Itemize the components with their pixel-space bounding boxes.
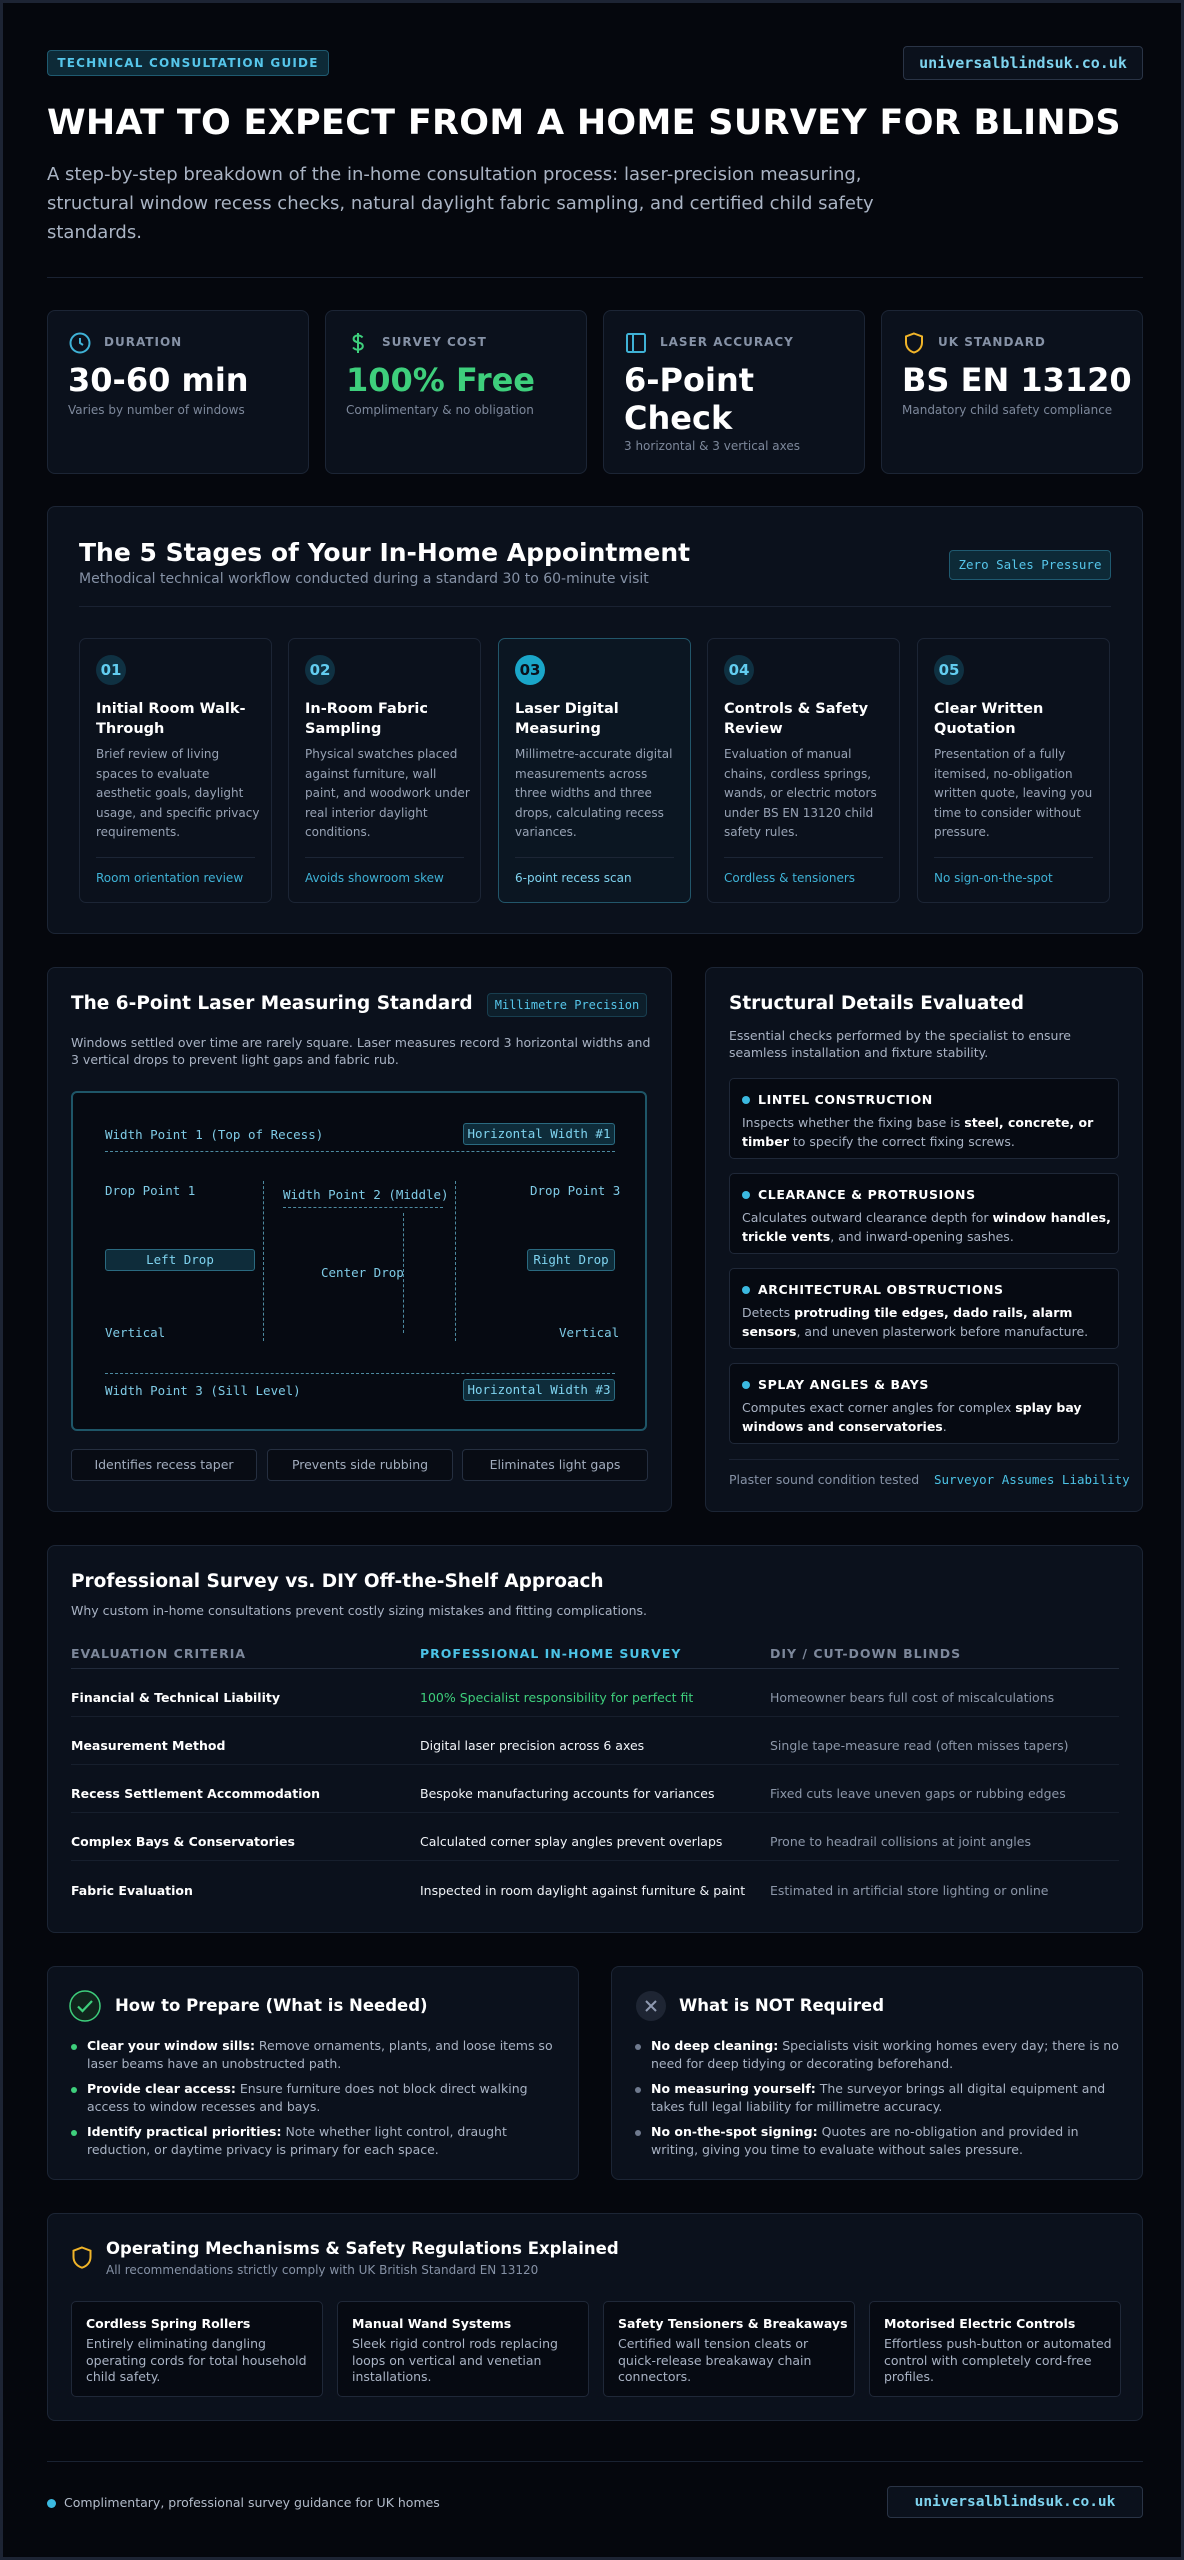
table-cell-criteria: Recess Settlement Accommodation [71,1786,320,1801]
stage-number: 04 [724,655,754,685]
structural-item [729,1268,1119,1349]
stage-title: Controls & Safety Review [724,701,869,737]
stat-note: Mandatory child safety compliance [902,403,1113,417]
table-cell-criteria: Complex Bays & Conservatories [71,1834,295,1849]
divider [96,857,255,858]
structural-title: Structural Details Evaluated [729,993,1025,1014]
stage-description: Physical swatches placed against furniture, wall paint, and woodwork under real interior daylight conditions. [305,747,470,839]
mechanism-description: Effortless push-button or automated control with completely cord-free profiles. [884,2336,1112,2384]
width-point-2-label: Width Point 2 (Middle) [283,1187,449,1202]
horizontal-width-3-tag: Horizontal Width #3 [463,1379,615,1401]
stage-card [79,638,272,903]
bullet-dot [742,1191,750,1199]
footer-url-link[interactable]: universalblindsuk.co.uk [887,2486,1143,2518]
vertical-label-right: Vertical [559,1325,620,1340]
center-drop-label: Center Drop [321,1265,404,1280]
stage-description: Brief review of living spaces to evaluate aesthetic goals, daylight usage, and specific privacy requirements. [96,747,260,839]
divider [71,1716,1119,1717]
plaster-note: Plaster sound condition tested [729,1472,920,1487]
structural-item-title: LINTEL CONSTRUCTION [758,1092,933,1107]
shield-icon [71,2246,93,2270]
mechanism-description: Entirely eliminating dangling operating cords for total household child safety. [86,2336,307,2384]
benefit-chip: Prevents side rubbing [267,1449,453,1481]
structural-item-title: SPLAY ANGLES & BAYS [758,1377,929,1392]
mechanism-card [71,2301,323,2397]
stat-note: Varies by number of windows [68,403,245,417]
zero-pressure-badge: Zero Sales Pressure [949,550,1111,580]
bullet-dot [742,1381,750,1389]
drop-line-left [263,1181,264,1341]
stat-note: Complimentary & no obligation [346,403,534,417]
prepare-item: Identify practical priorities: Note whether light control, draught reduction, or daytime privacy is primary for each space. [87,2124,507,2157]
divider [71,1860,1119,1861]
bullet-dot [635,2044,641,2050]
divider [79,606,1111,607]
bullet-dot [742,1096,750,1104]
divider [71,1812,1119,1813]
shield-icon [902,331,926,355]
table-header-diy: DIY / CUT-DOWN BLINDS [770,1646,962,1661]
mechanism-title: Motorised Electric Controls [884,2316,1076,2331]
stage-card [707,638,900,903]
mechanism-title: Cordless Spring Rollers [86,2316,251,2331]
stage-card [288,638,481,903]
stat-card-duration [47,310,309,474]
mechanism-description: Certified wall tension cleats or quick-release breakaway chain connectors. [618,2336,812,2384]
stat-label: UK STANDARD [938,335,1046,349]
stat-card-standard [881,310,1143,474]
stage-number: 02 [305,655,335,685]
width-line-middle [283,1207,443,1208]
stat-value: BS EN 13120 [902,361,1132,399]
mechanism-card [603,2301,855,2397]
vertical-label-left: Vertical [105,1325,166,1340]
structural-item-title: CLEARANCE & PROTRUSIONS [758,1187,976,1202]
width-line-top [105,1151,615,1152]
table-cell-criteria: Measurement Method [71,1738,226,1753]
stage-title: Initial Room Walk-Through [96,701,246,737]
drop-point-3-label: Drop Point 3 [530,1183,621,1198]
divider [305,857,464,858]
stat-label: LASER ACCURACY [660,335,794,349]
footer-text: Complimentary, professional survey guidance for UK homes [64,2495,440,2510]
laser-description: Windows settled over time are rarely square. Laser measures record 3 horizontal widths and 3 vertical drops to prevent light gaps and fabric rub. [71,1035,651,1067]
divider [47,277,1143,278]
structural-item-title: ARCHITECTURAL OBSTRUCTIONS [758,1282,1004,1297]
divider [724,857,883,858]
close-circle-icon [635,1990,667,2022]
mechanism-title: Safety Tensioners & Breakaways [618,2316,848,2331]
structural-item-text: Computes exact corner angles for complex splay bay windows and conservatories. [742,1400,1082,1434]
bullet-dot [71,2044,77,2050]
stat-value: 100% Free [346,361,535,399]
structural-item [729,1078,1119,1159]
stage-title: Clear Written Quotation [934,701,1044,737]
table-cell-criteria: Financial & Technical Liability [71,1690,281,1705]
bullet-dot [635,2130,641,2136]
table-cell-professional: 100% Specialist responsibility for perfect fit [420,1690,694,1705]
structural-item [729,1363,1119,1444]
guide-badge: TECHNICAL CONSULTATION GUIDE [47,50,329,76]
stage-description: Evaluation of manual chains, cordless springs, wands, or electric motors under BS EN 13120 child safety rules. [724,747,877,839]
stage-title: In-Room Fabric Sampling [305,701,428,737]
table-cell-professional: Bespoke manufacturing accounts for variances [420,1786,715,1801]
liability-note: Surveyor Assumes Liability [934,1472,1130,1487]
divider [934,857,1093,858]
bullet-dot [71,2087,77,2093]
mechanism-card [869,2301,1121,2397]
stat-label: SURVEY COST [382,335,487,349]
stat-value: 30-60 min [68,361,249,399]
stage-description: Millimetre-accurate digital measurements across three widths and three drops, calculating recess variances. [515,747,673,839]
bullet-dot [71,2130,77,2136]
not-required-item: No measuring yourself: The surveyor brings all digital equipment and takes full legal liability for millimetre accuracy. [651,2081,1106,2114]
benefit-chip: Eliminates light gaps [462,1449,648,1481]
table-cell-professional: Inspected in room daylight against furniture & paint [420,1883,746,1898]
table-header-criteria: EVALUATION CRITERIA [71,1646,247,1661]
mechanisms-subtitle: All recommendations strictly comply with UK British Standard EN 13120 [106,2263,539,2277]
table-cell-diy: Prone to headrail collisions at joint angles [770,1834,1031,1849]
not-required-title: What is NOT Required [679,1996,885,2015]
stage-title: Laser Digital Measuring [515,701,619,737]
right-drop-tag: Right Drop [527,1249,615,1271]
stages-subtitle: Methodical technical workflow conducted during a standard 30 to 60-minute visit [79,571,649,587]
prepare-title: How to Prepare (What is Needed) [115,1996,428,2015]
table-cell-diy: Single tape-measure read (often misses tapers) [770,1738,1069,1753]
stage-tag: Cordless & tensioners [724,871,856,885]
stage-tag: 6-point recess scan [515,871,632,885]
table-cell-professional: Digital laser precision across 6 axes [420,1738,645,1753]
structural-item-text: Detects protruding tile edges, dado rails, alarm sensors, and uneven plasterwork before manufacture. [742,1305,1089,1339]
check-circle-icon [69,1990,101,2022]
prepare-item: Provide clear access: Ensure furniture does not block direct walking access to window recesses and bays. [87,2081,528,2114]
width-line-bottom [105,1373,615,1374]
stat-note: 3 horizontal & 3 vertical axes [624,439,801,453]
precision-badge: Millimetre Precision [487,993,647,1017]
stage-tag: Room orientation review [96,871,244,885]
stage-card [917,638,1110,903]
benefit-chip: Identifies recess taper [71,1449,257,1481]
bullet-dot [742,1286,750,1294]
table-cell-criteria: Fabric Evaluation [71,1883,193,1898]
stage-number: 01 [96,655,126,685]
prepare-item: Clear your window sills: Remove ornaments, plants, and loose items so laser beams have an unobstructed path. [87,2038,553,2071]
clock-icon [68,331,92,355]
site-url-link[interactable]: universalblindsuk.co.uk [903,46,1143,80]
page-title: WHAT TO EXPECT FROM A HOME SURVEY FOR BLINDS [47,103,1121,143]
laser-title: The 6-Point Laser Measuring Standard [71,993,473,1014]
width-point-1-label: Width Point 1 (Top of Recess) [105,1127,324,1142]
structural-item-text: Inspects whether the fixing base is steel, concrete, or timber to specify the correct fixing screws. [742,1115,1094,1149]
mechanism-card [337,2301,589,2397]
stat-value: 6-Point Check [624,361,755,437]
left-drop-tag: Left Drop [105,1249,255,1271]
stage-description: Presentation of a fully itemised, no-obligation written quote, leaving you time to consider without pressure. [934,747,1093,839]
not-required-item: No deep cleaning: Specialists visit working homes every day; there is no need for deep tidying or decorating beforehand. [651,2038,1119,2071]
not-required-item: No on-the-spot signing: Quotes are no-obligation and provided in writing, giving you time to evaluate without sales pressure. [651,2124,1079,2157]
mechanism-title: Manual Wand Systems [352,2316,512,2331]
bullet-dot [635,2087,641,2093]
comparison-subtitle: Why custom in-home consultations prevent costly sizing mistakes and fitting complications. [71,1603,648,1618]
divider [71,1764,1119,1765]
structural-item-text: Calculates outward clearance depth for window handles, trickle vents, and inward-opening sashes. [742,1210,1111,1244]
table-cell-diy: Fixed cuts leave uneven gaps or rubbing edges [770,1786,1066,1801]
stage-number: 03 [515,655,545,685]
mechanism-description: Sleek rigid control rods replacing loops on vertical and venetian installations. [352,2336,558,2384]
table-cell-diy: Homeowner bears full cost of miscalculations [770,1690,1055,1705]
panel-icon [624,331,648,355]
structural-description: Essential checks performed by the specialist to ensure seamless installation and fixture stability. [729,1028,1071,1060]
comparison-title: Professional Survey vs. DIY Off-the-Shelf Approach [71,1571,604,1592]
stages-title: The 5 Stages of Your In-Home Appointment [79,538,691,567]
table-header-professional: PROFESSIONAL IN-HOME SURVEY [420,1646,682,1661]
table-cell-diy: Estimated in artificial store lighting or online [770,1883,1049,1898]
divider [71,1668,1119,1669]
stat-card-laser [603,310,865,474]
stage-tag: Avoids showroom skew [305,871,444,885]
stage-card-active [498,638,691,903]
mechanisms-title: Operating Mechanisms & Safety Regulations Explained [106,2239,619,2258]
drop-line-right [455,1181,456,1341]
stat-card-cost [325,310,587,474]
structural-item [729,1173,1119,1254]
divider [47,2461,1143,2462]
table-cell-professional: Calculated corner splay angles prevent overlaps [420,1834,723,1849]
divider [515,857,674,858]
width-point-3-label: Width Point 3 (Sill Level) [105,1383,301,1398]
stage-tag: No sign-on-the-spot [934,871,1053,885]
page-subtitle: A step-by-step breakdown of the in-home consultation process: laser-precision measuring, structural window recess checks, natural daylight fabric sampling, and certified child safety standards. [47,164,874,243]
drop-point-1-label: Drop Point 1 [105,1183,196,1198]
divider [729,1459,1119,1460]
status-dot [47,2499,56,2508]
dollar-icon [346,331,370,355]
laser-measure-diagram [71,1091,647,1431]
stat-label: DURATION [104,335,183,349]
stage-number: 05 [934,655,964,685]
horizontal-width-1-tag: Horizontal Width #1 [463,1123,615,1145]
